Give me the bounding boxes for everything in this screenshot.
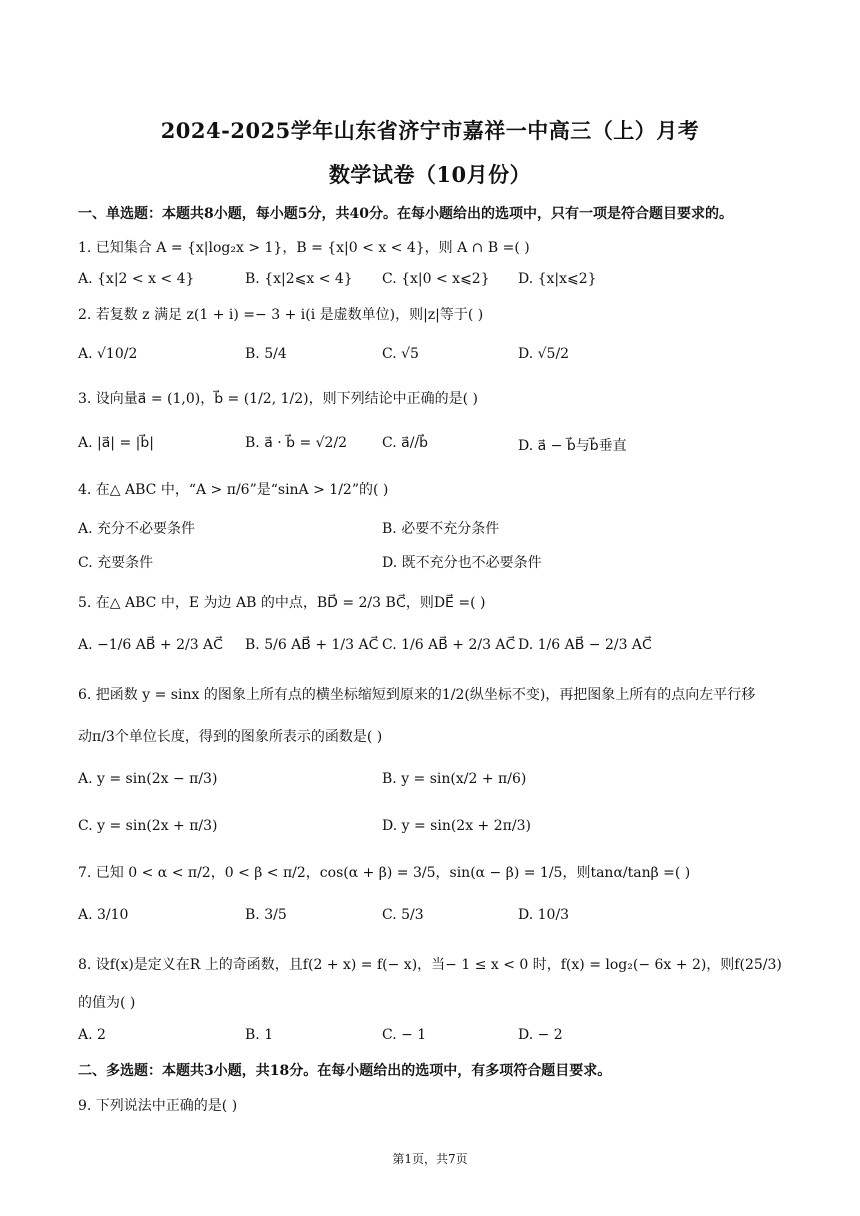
- section-multiple-choice: 二、多选题：本题共3小题，共18分。在每小题给出的选项中，有多项符合题目要求。: [78, 1063, 612, 1079]
- question-5-stem: 5. 在△ ABC 中，E 为边 AB 的中点，BD⃗ = 2/3 BC⃗，则DE⃗ =( ): [78, 595, 486, 611]
- question-3-option-d: D. a⃗ − b⃗与b⃗垂直: [518, 438, 627, 454]
- question-2-option-a: A. √10/2: [78, 346, 138, 362]
- question-3-option-c: C. a⃗//b⃗: [382, 435, 429, 451]
- exam-subtitle: 数学试卷（10月份）: [328, 162, 532, 187]
- question-4-option-d: D. 既不充分也不必要条件: [382, 555, 542, 571]
- question-1-option-c: C. {x|0 < x⩽2}: [382, 271, 490, 287]
- question-6-option-c: C. y = sin(2x + π/3): [78, 818, 218, 834]
- question-5-option-d: D. 1/6 AB⃗ − 2/3 AC⃗: [518, 637, 652, 653]
- question-3-stem: 3. 设向量a⃗ = (1,0)，b⃗ = (1/2, 1/2)，则下列结论中正确的是( ): [78, 391, 478, 407]
- question-2-stem: 2. 若复数 z 满足 z(1 + i) =− 3 + i(i 是虚数单位)，则|z|等于( ): [78, 307, 484, 323]
- question-4-stem: 4. 在△ ABC 中，“A > π/6”是“sinA > 1/2”的( ): [78, 482, 389, 498]
- question-3-option-b: B. a⃗ · b⃗ = √2/2: [245, 435, 348, 451]
- question-8-stem-line1: 8. 设f(x)是定义在R 上的奇函数，且f(2 + x) = f(− x)，当− 1 ≤ x < 0 时，f(x) = log₂(− 6x + 2)，则f(25/3): [78, 957, 782, 973]
- question-1-option-b: B. {x|2⩽x < 4}: [245, 271, 353, 287]
- question-4-option-b: B. 必要不充分条件: [382, 521, 500, 537]
- question-6-option-a: A. y = sin(2x − π/3): [78, 771, 218, 787]
- question-5-option-c: C. 1/6 AB⃗ + 2/3 AC⃗: [382, 637, 516, 653]
- question-9-stem: 9. 下列说法中正确的是( ): [78, 1098, 238, 1114]
- question-2-option-b: B. 5/4: [245, 346, 287, 362]
- question-7-option-a: A. 3/10: [78, 907, 129, 923]
- question-5-option-a: A. −1/6 AB⃗ + 2/3 AC⃗: [78, 637, 223, 653]
- question-4-option-c: C. 充要条件: [78, 555, 154, 571]
- question-7-option-d: D. 10/3: [518, 907, 570, 923]
- question-5-option-b: B. 5/6 AB⃗ + 1/3 AC⃗: [245, 637, 379, 653]
- question-1-option-d: D. {x|x⩽2}: [518, 271, 597, 287]
- question-6-option-d: D. y = sin(2x + 2π/3): [382, 818, 531, 834]
- question-6-stem-line2: 动π/3个单位长度，得到的图象所表示的函数是( ): [78, 729, 383, 745]
- question-2-option-d: D. √5/2: [518, 346, 570, 362]
- question-3-option-a: A. |a⃗| = |b⃗|: [78, 435, 154, 451]
- question-1-stem: 1. 已知集合 A = {x|log₂x > 1}，B = {x|0 < x < 4}，则 A ∩ B =( ): [78, 240, 530, 256]
- question-8-option-d: D. − 2: [518, 1027, 563, 1043]
- question-1-option-a: A. {x|2 < x < 4}: [78, 271, 195, 287]
- question-6-stem-line1: 6. 把函数 y = sinx 的图象上所有点的横坐标缩短到原来的1/2(纵坐标不变)，再把图象上所有的点向左平行移: [78, 687, 756, 703]
- question-7-stem: 7. 已知 0 < α < π/2，0 < β < π/2，cos(α + β) = 3/5，sin(α − β) = 1/5，则tanα/tanβ =( ): [78, 865, 691, 881]
- question-8-stem-line2: 的值为( ): [78, 995, 136, 1011]
- question-8-option-a: A. 2: [78, 1027, 106, 1043]
- question-4-option-a: A. 充分不必要条件: [78, 521, 196, 537]
- question-7-option-b: B. 3/5: [245, 907, 287, 923]
- question-2-option-c: C. √5: [382, 346, 419, 362]
- question-7-option-c: C. 5/3: [382, 907, 424, 923]
- question-8-option-b: B. 1: [245, 1027, 274, 1043]
- page-footer: 第1页，共7页: [392, 1152, 468, 1166]
- exam-title: 2024-2025学年山东省济宁市嘉祥一中高三（上）月考: [160, 118, 700, 143]
- question-6-option-b: B. y = sin(x/2 + π/6): [382, 771, 527, 787]
- section-single-choice: 一、单选题：本题共8小题，每小题5分，共40分。在每小题给出的选项中，只有一项是符合题目要求的。: [78, 206, 733, 222]
- question-8-option-c: C. − 1: [382, 1027, 427, 1043]
